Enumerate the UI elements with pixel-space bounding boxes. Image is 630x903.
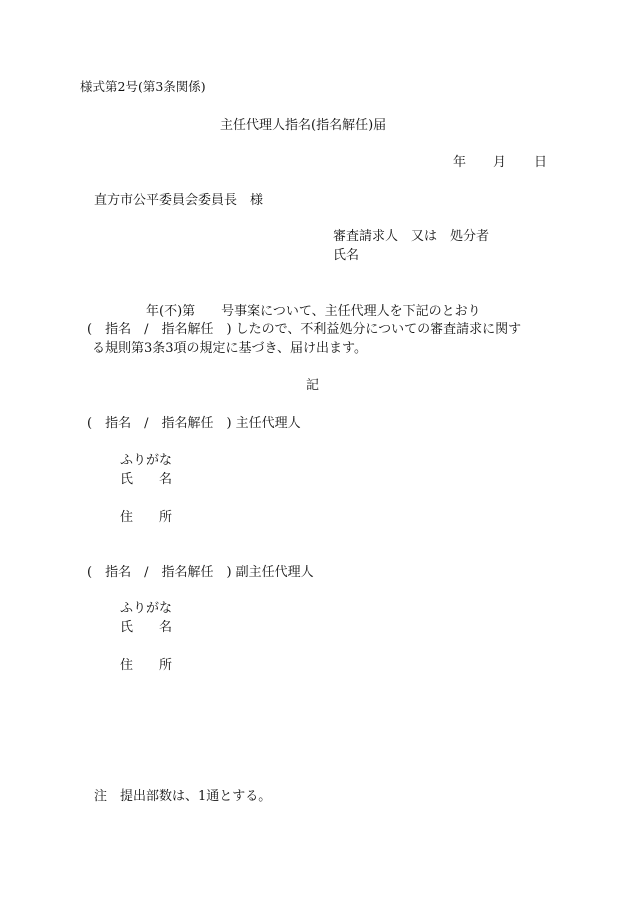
section-2-address: 住 所 bbox=[120, 658, 173, 673]
submission-note: 注 提出部数は、1通とする。 bbox=[94, 789, 272, 804]
section-1-address: 住 所 bbox=[120, 510, 173, 525]
ki-marker: 記 bbox=[306, 378, 320, 393]
section-2-name: 氏 名 bbox=[120, 620, 173, 635]
submitter-name-label: 氏名 bbox=[333, 248, 360, 263]
date-day-label: 日 bbox=[534, 155, 548, 170]
section-2-heading: ( 指名 / 指名解任 ) 副主任代理人 bbox=[87, 565, 314, 580]
form-label: 様式第2号(第3条関係) bbox=[80, 79, 206, 94]
document-title: 主任代理人指名(指名解任)届 bbox=[220, 118, 387, 133]
section-2-furigana: ふりがな bbox=[120, 601, 173, 616]
section-1-name: 氏 名 bbox=[120, 472, 173, 487]
addressee: 直方市公平委員会委員長 様 bbox=[94, 193, 264, 208]
date-year-label: 年 bbox=[453, 155, 467, 170]
body-line-3: る規則第3条3項の規定に基づき、届け出ます。 bbox=[92, 341, 367, 356]
body-line-1: 年(不)第 号事案について、主任代理人を下記のとおり bbox=[146, 304, 481, 319]
date-month-label: 月 bbox=[493, 155, 507, 170]
submitter-role: 審査請求人 又は 処分者 bbox=[333, 229, 490, 244]
section-1-furigana: ふりがな bbox=[120, 453, 173, 468]
body-line-2: ( 指名 / 指名解任 ) したので、不利益処分についての審査請求に関す bbox=[87, 322, 522, 337]
section-1-heading: ( 指名 / 指名解任 ) 主任代理人 bbox=[87, 416, 301, 431]
